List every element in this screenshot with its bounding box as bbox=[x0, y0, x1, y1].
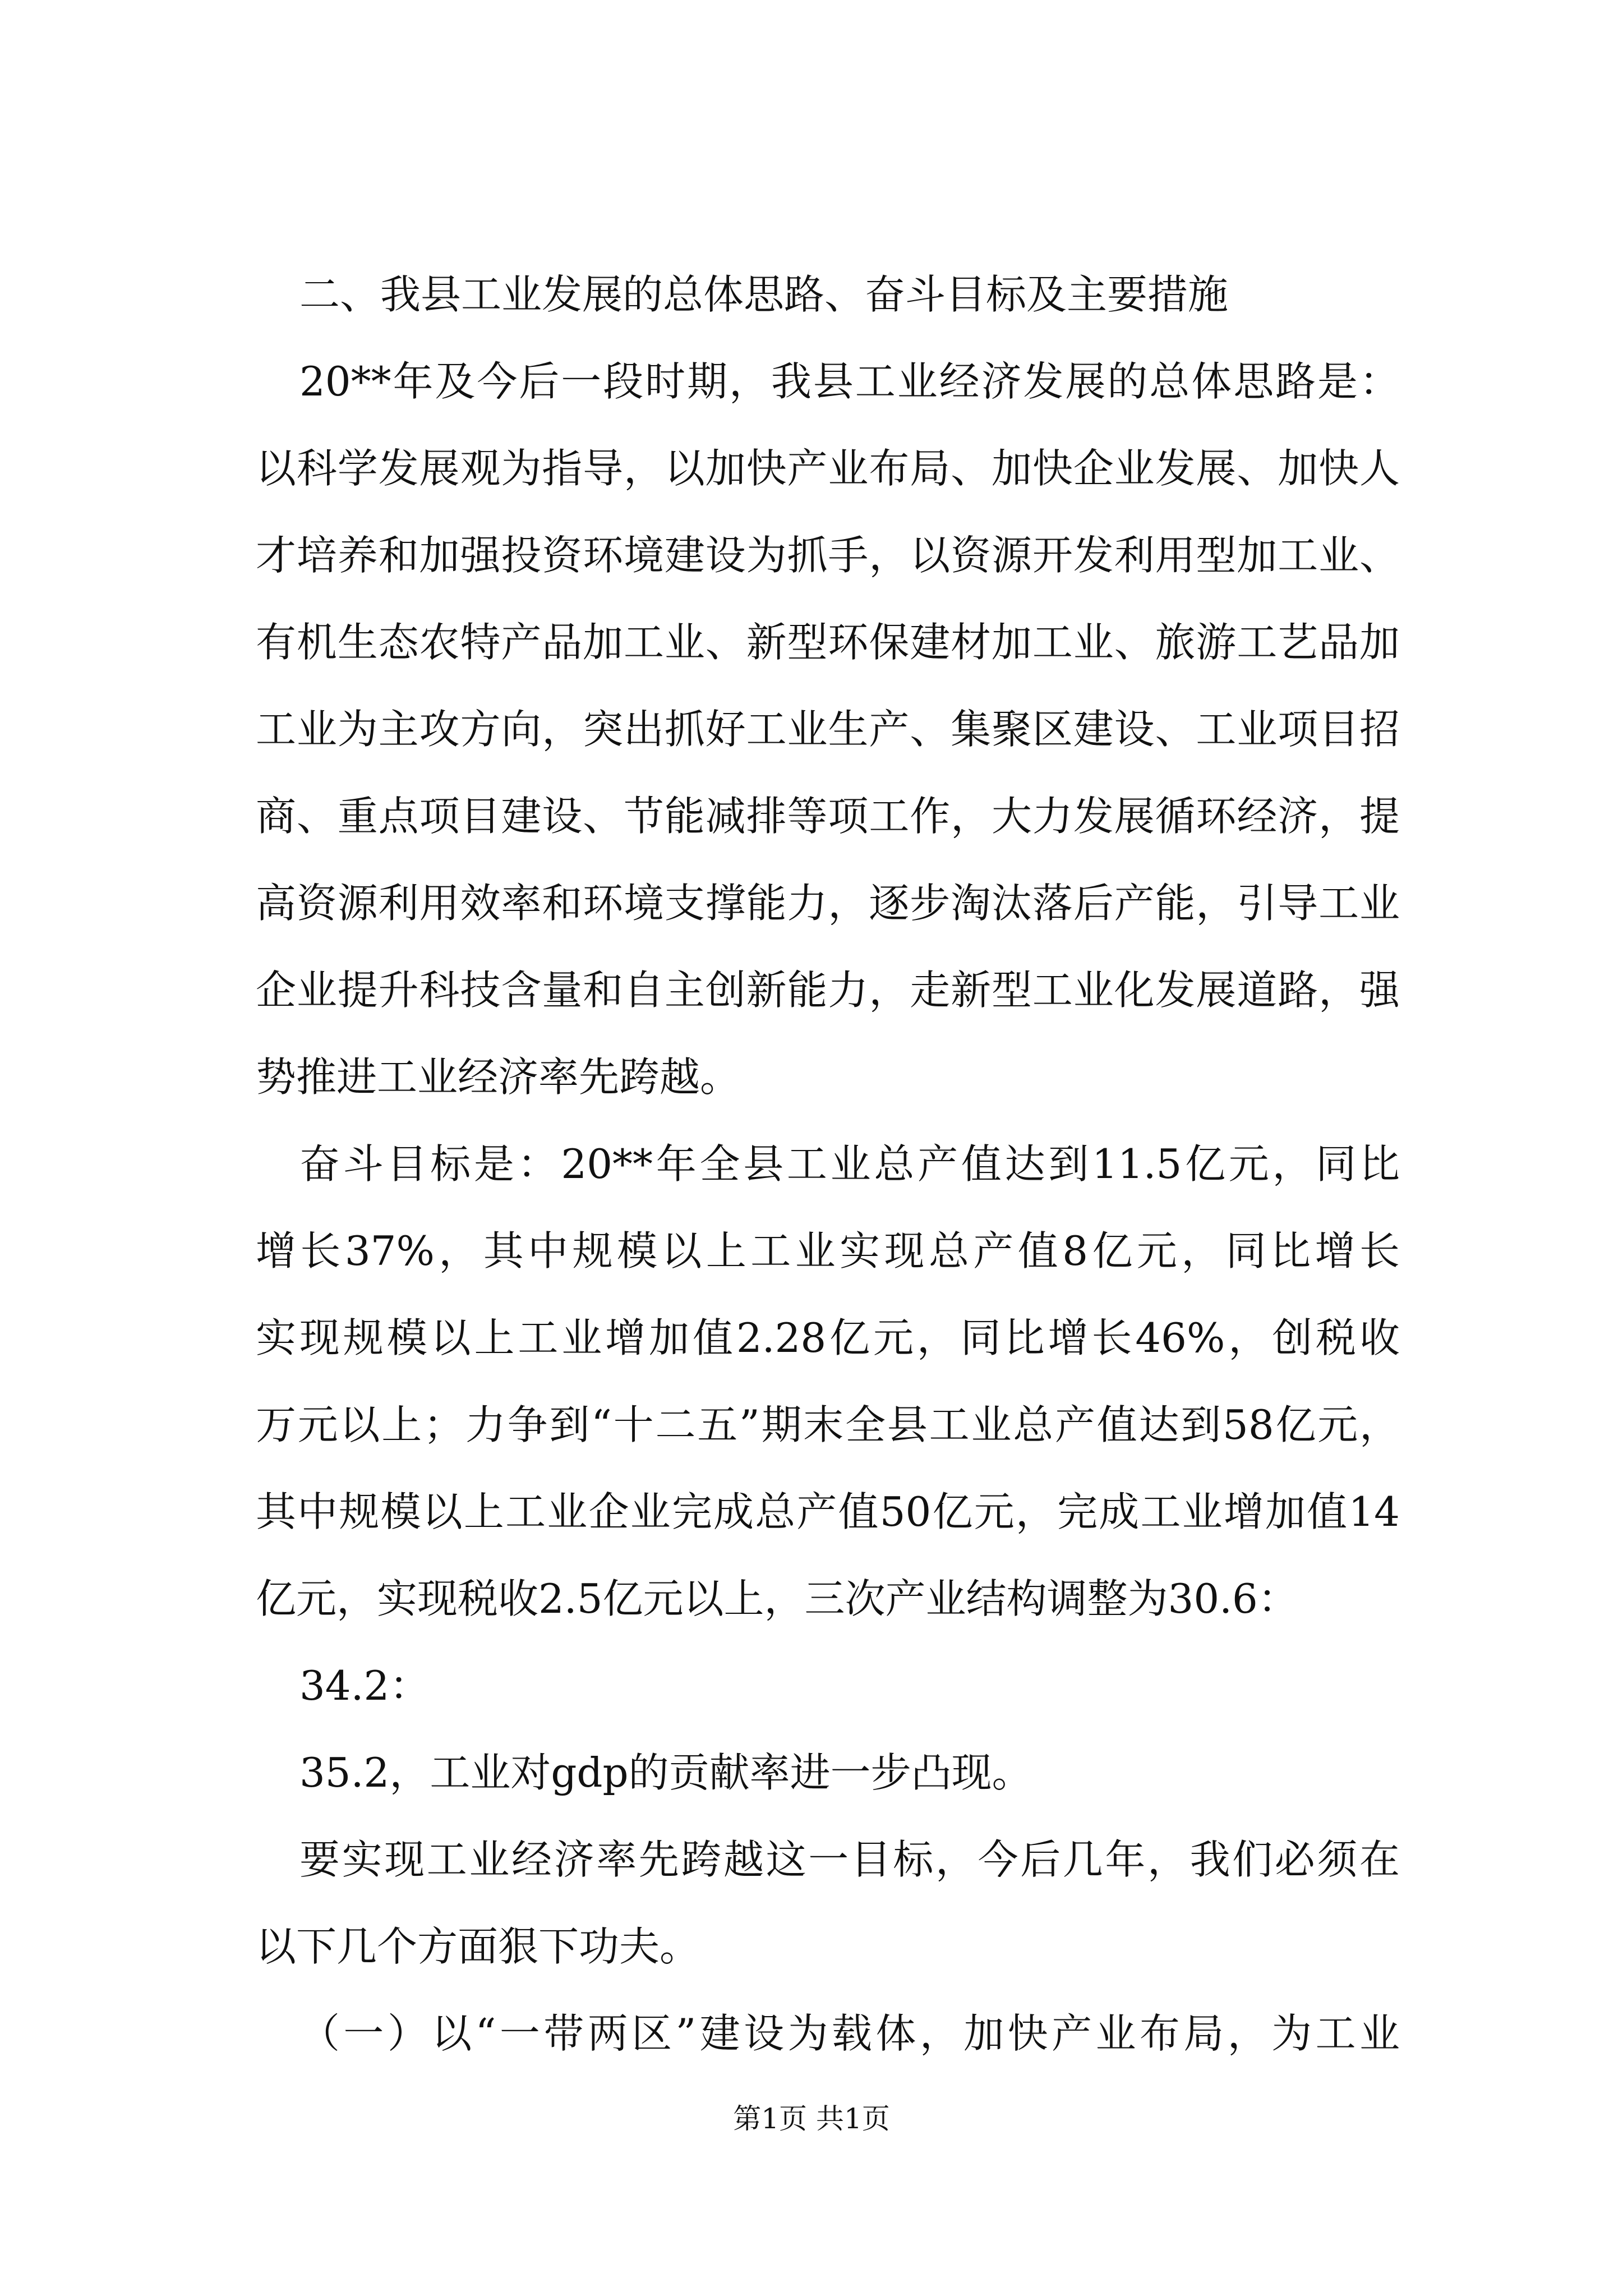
paragraph-line: 其中规模以上工业企业完成总产值50亿元，完成工业增加值14 bbox=[256, 1488, 1400, 1535]
paragraph-line: 势推进工业经济率先跨越。 bbox=[256, 1053, 741, 1101]
paragraph-line: 万元以上；力争到“十二五”期末全县工业总产值达到58亿元， bbox=[256, 1401, 1400, 1448]
paragraph-line: 要实现工业经济率先跨越这一目标，今后几年，我们必须在 bbox=[299, 1836, 1400, 1883]
paragraph-line: 才培养和加强投资环境建设为抓手，以资源开发利用型加工业、 bbox=[256, 532, 1400, 579]
paragraph-line: 商、重点项目建设、节能减排等项工作，大力发展循环经济，提 bbox=[256, 793, 1400, 840]
paragraph-line: 奋斗目标是：20**年全县工业总产值达到11.5亿元，同比 bbox=[299, 1140, 1400, 1188]
document-body bbox=[256, 251, 1400, 2077]
paragraph-line: 高资源利用效率和环境支撑能力，逐步淘汰落后产能，引导工业 bbox=[256, 880, 1400, 927]
paragraph-line: 增长37%，其中规模以上工业实现总产值8亿元，同比增长 bbox=[256, 1227, 1400, 1274]
paragraph-line: 以下几个方面狠下功夫。 bbox=[256, 1923, 700, 1970]
paragraph-line: 以科学发展观为指导，以加快产业布局、加快企业发展、加快人 bbox=[256, 445, 1400, 492]
paragraph-line: 35.2，工业对gdp的贡献率进一步凸现。 bbox=[299, 1749, 1032, 1796]
paragraph-line: 34.2： bbox=[299, 1662, 430, 1709]
paragraph-line: 工业为主攻方向，突出抓好工业生产、集聚区建设、工业项目招 bbox=[256, 706, 1400, 753]
paragraph-line: 20**年及今后一段时期，我县工业经济发展的总体思路是： bbox=[299, 358, 1400, 405]
paragraph-line: 实现规模以上工业增加值2.28亿元，同比增长46%，创税收 bbox=[256, 1314, 1400, 1361]
section-heading: 二、我县工业发展的总体思路、奋斗目标及主要措施 bbox=[299, 271, 1229, 318]
paragraph-line: （一）以“一带两区”建设为载体，加快产业布局，为工业 bbox=[299, 2010, 1400, 2057]
page-footer: 第1页 共1页 bbox=[733, 2102, 890, 2135]
paragraph-line: 亿元，实现税收2.5亿元以上，三次产业结构调整为30.6： bbox=[256, 1575, 1298, 1622]
paragraph-line: 企业提升科技含量和自主创新能力，走新型工业化发展道路，强 bbox=[256, 967, 1400, 1014]
paragraph-line: 有机生态农特产品加工业、新型环保建材加工业、旅游工艺品加 bbox=[256, 619, 1400, 666]
